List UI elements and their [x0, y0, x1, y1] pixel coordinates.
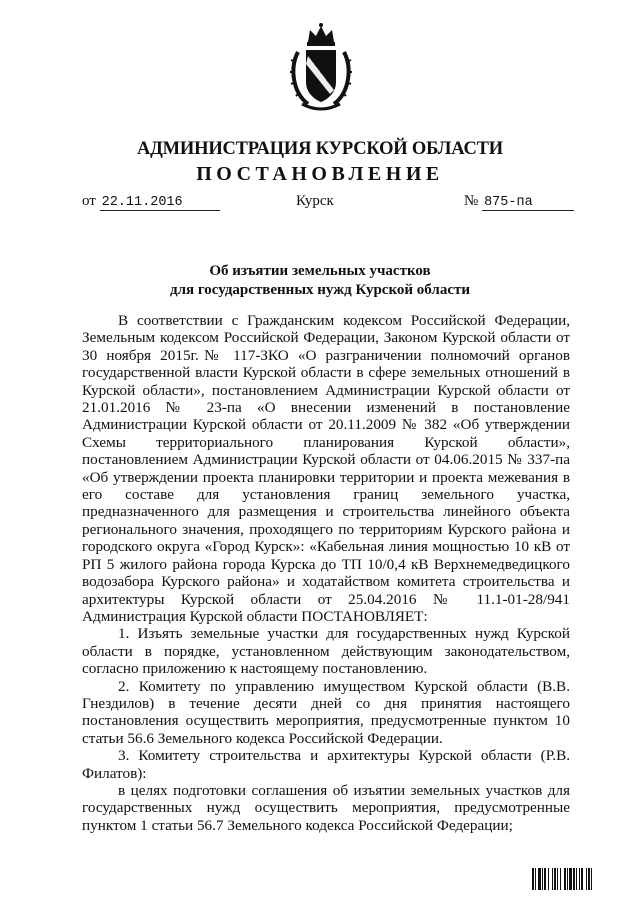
barcode-icon	[532, 868, 620, 890]
document-body	[82, 312, 570, 834]
document-date: 22.11.2016	[100, 195, 220, 211]
item-3-paragraph: 3. Комитету строительства и архитектуры Курской области (Р.В. Филатов):	[82, 747, 570, 782]
document-title-line-2: для государственных нужд Курской области	[170, 282, 470, 298]
number-prefix: №	[464, 193, 479, 209]
number-line	[464, 193, 574, 211]
document-title-line-1: Об изъятии земельных участков	[209, 263, 431, 279]
item-2-paragraph: 2. Комитету по управлению имуществом Курской области (В.В. Гнездилов) в течение десяти дней со дня принятия настоящего постановления осуществить мероприятия, предусмотренные пунктом 10 статьи 56.6 Земельного кодекса Российской Федерации.	[82, 677, 570, 747]
item-1-paragraph: 1. Изъять земельные участки для государственных нужд Курской области в порядке, установленном действующим законодательством, согласно приложению к настоящему постановлению.	[82, 625, 570, 678]
city: Курск	[296, 193, 334, 209]
issuing-authority: АДМИНИСТРАЦИЯ КУРСКОЙ ОБЛАСТИ	[136, 139, 504, 159]
date-line	[82, 193, 220, 211]
document-type: ПОСТАНОВЛЕНИЕ	[196, 163, 444, 185]
item-3-sub-paragraph: в целях подготовки соглашения об изъятии земельных участков для государственных нужд осуществить мероприятия, предусмотренные пунктом 1 статьи 56.7 Земельного кодекса Российской Федерации;	[82, 781, 570, 834]
kursk-coat-of-arms-icon	[288, 22, 354, 112]
preamble-paragraph: В соответствии с Гражданским кодексом Российской Федерации, Земельным кодексом Российской Федерации, Законом Курской области от 30 ноября 2015г.№ 117-ЗКО «О разграничении полномочий органов государственной власти Курской области в сфере земельных отношений в Курской области», постановлением Администрации Курской области от 21.01.2016 № 23-па «О внесении изменений в постановление Администрации Курской области от 20.11.2009 № 382 «Об утверждении Схемы территориального планирования Курской области», постановлением Администрации Курской области от 04.06.2015 № 337-па «Об утверждении проекта планировки территории и проекта межевания в его составе для установления границ земельного участка, предназначенного для размещения и строительства линейного объекта регионального значения, проходящего по территориям Курского района и городского округа «Город Курск»: «Кабельная линия мощностью 10 кВ от РП 5 жилого района города Курска до ТП 10/0,4 кВ Верхнемедведицкого водозабора Курского района» и ходатайством комитета строительства и архитектуры Курской области от 25.04.2016 № 11.1-01-28/941 Администрация Курской области ПОСТАНОВЛЯЕТ:	[82, 312, 570, 625]
document-number: 875-па	[482, 195, 574, 211]
date-prefix: от	[82, 193, 96, 209]
